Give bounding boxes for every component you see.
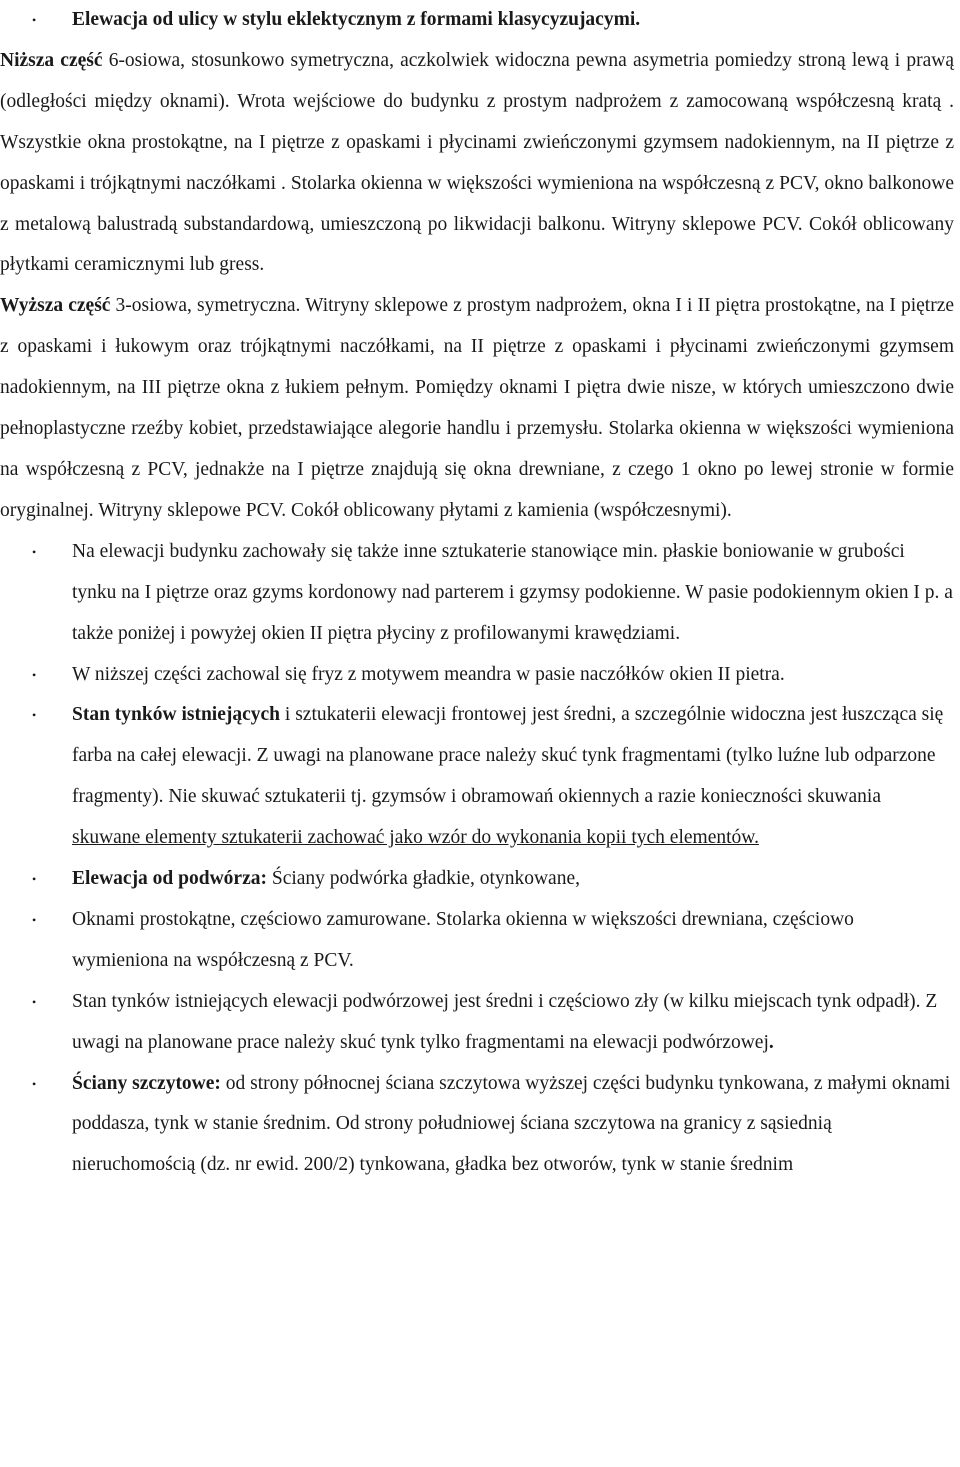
list-item (0, 900, 954, 982)
paragraph-lower-part (0, 41, 954, 286)
heading-street-elevation (0, 0, 954, 41)
list-item-text: od strony północnej ściana szczytowa wyższej części budynku tynkowana, z małymi oknami poddasza, tynk w stanie średnim. Od strony południowej ściana szczytowa na granicy z sąsiednią nieruchomością (dz. nr ewid. 200/2) tynkowana, gładka bez otworów, tynk w stanie średnim (72, 1072, 951, 1176)
upper-part-text: 3-osiowa, symetryczna. Witryny sklepowe z prostym nadprożem, okna I i II piętra prostokątne, na I piętrze z opaskami i łukowym oraz trójkątnymi naczółkami, na II piętrze z opaskami i płycinami zwieńczonymi gzymsem nadokiennym, na III piętrze okna z łukiem pełnym. Pomiędzy oknami I piętra dwie nisze, w których umieszczono dwie pełnoplastyczne rzeźby kobiet, przedstawiające alegorie handlu i przemysłu. Stolarka okienna w większości wymieniona na współczesną z PCV, jednakże na I piętrze znajdują się okna drewniane, z czego 1 okno po lewej stronie w formie oryginalnej. Witryny sklepowe PCV. Cokół oblicowany płytami z kamienia (współczesnymi). (0, 295, 954, 521)
lower-part-text: 6-osiowa, stosunkowo symetryczna, aczkolwiek widoczna pewna asymetria pomiedzy stroną lewą i prawą (odległości między oknami). Wrota wejściowe do budynku z prostym nadprożem z zamocowaną współczesną kratą . Wszystkie okna prostokątne, na I piętrze z opaskami i płycinami zwieńczonymi gzymsem nadokiennym, na II piętrze z opaskami i trójkątnymi naczółkami . Stolarka okienna w większości wymieniona na współczesną z PCV, okno balkonowe z metalową balustradą substandardową, umieszczoną po likwidacji balkonu. Witryny sklepowe PCV. Cokół oblicowany płytkami ceramicznymi lub gress. (0, 49, 955, 276)
bullet-marker: • (32, 994, 37, 1009)
paragraph-upper-part (0, 286, 954, 531)
list-item (0, 1064, 954, 1187)
bullet-marker: • (32, 667, 37, 682)
list-item-text: Stan tynków istniejących elewacji podwórzowej jest średni i częściowo zły (w kilku miejscach tynk odpadł). Z uwagi na planowane prace należy skuć tynk tylko fragmentami na elewacji podwórzowej (72, 990, 938, 1053)
list-item-tail-bold: . (768, 1031, 774, 1053)
upper-part-label: Wyższa część (0, 295, 111, 317)
bullet-marker: • (32, 708, 37, 723)
bullet-marker: • (32, 544, 37, 559)
bullet-marker: • (32, 1076, 37, 1091)
list-item-text: Na elewacji budynku zachowały się także inne sztukaterie stanowiące min. płaskie boniowanie w grubości tynku na I piętrze oraz gzyms kordonowy nad parterem i gzymsy podokienne. W pasie podokiennym okien I p. a także poniżej i powyżej okien II piętra płyciny z profilowanymi krawędziami. (72, 540, 953, 644)
list-item-text: Oknami prostokątne, częściowo zamurowane. Stolarka okienna w większości drewniana, częściowo wymieniona na współczesną z PCV. (72, 908, 854, 971)
lower-part-label: Niższa część (0, 49, 103, 71)
list-item (0, 655, 954, 696)
list-item-underlined: skuwane elementy sztukaterii zachować jako wzór do wykonania kopii tych elementów. (72, 827, 759, 849)
street-elevation-title: Elewacja od ulicy w stylu eklektycznym z formami klasycyzujacymi. (72, 9, 641, 30)
list-item (0, 532, 954, 655)
list-item-text: W niższej części zachowal się fryz z motywem meandra w pasie naczółków okien II pietra. (72, 663, 785, 685)
list-item-bold: Ściany szczytowe: (72, 1072, 221, 1094)
bullet-marker: • (32, 872, 37, 887)
list-item-bold: Elewacja od podwórza: (72, 868, 267, 890)
list-item (0, 859, 954, 900)
bullet-marker: • (32, 912, 37, 927)
list-item (0, 982, 954, 1064)
list-item-text: Ściany podwórka gładkie, otynkowane, (266, 868, 580, 890)
list-item-bold: Stan tynków istniejących (72, 704, 281, 726)
bullet-marker: • (32, 13, 37, 27)
list-item (0, 695, 954, 859)
list-item-text: i sztukaterii elewacji frontowej jest średni, a szczególnie widoczna jest łuszcząca się farba na całej elewacji. Z uwagi na planowane prace należy skuć tynk fragmentami (tylko luźne lub odparzone fragmenty). Nie skuwać sztukaterii tj. gzymsów i obramowań okiennych a razie konieczności skuwania (72, 704, 944, 808)
